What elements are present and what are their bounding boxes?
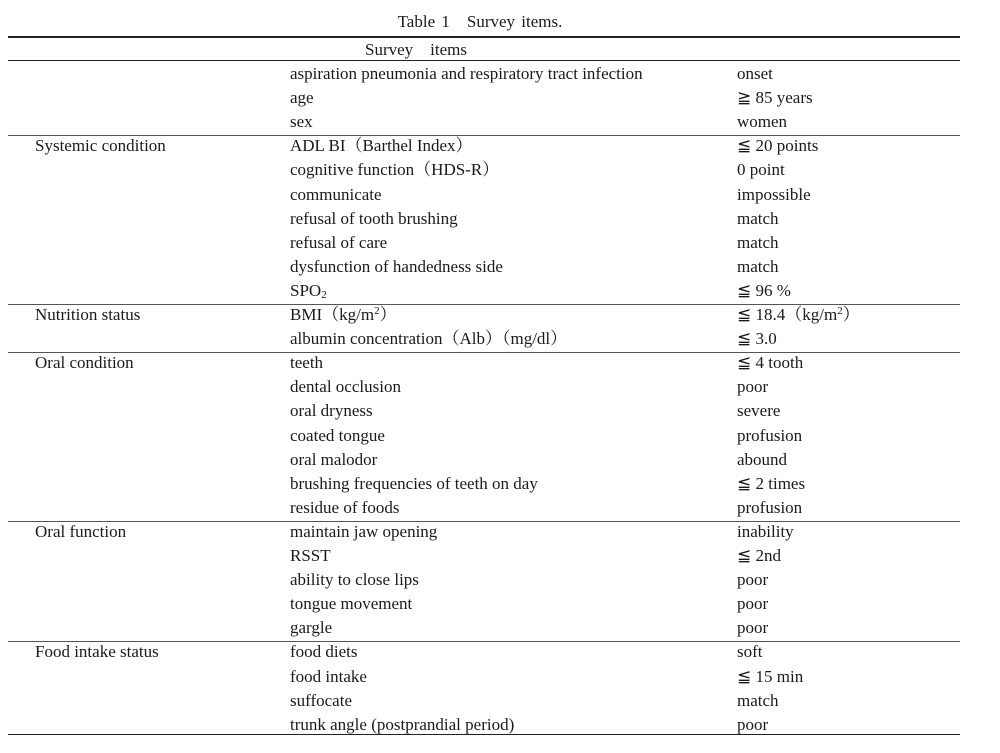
table-row <box>0 399 1000 423</box>
row-value: profusion <box>737 425 803 445</box>
table-row <box>0 665 1000 689</box>
row-item: food intake <box>290 666 367 686</box>
row-value: women <box>737 112 788 132</box>
table-row <box>0 110 1000 134</box>
row-value: profusion <box>737 497 803 517</box>
table-row <box>0 327 1000 351</box>
row-item: cognitive function（HDS-R） <box>290 160 500 180</box>
table-row <box>0 303 1000 327</box>
row-value: poor <box>737 618 769 638</box>
table-row <box>0 255 1000 279</box>
table-row <box>0 424 1000 448</box>
row-value: abound <box>737 449 788 469</box>
row-value: ≦ 4 tooth <box>737 353 804 373</box>
row-item: $SPO_2$ <box>290 280 327 301</box>
row-item: residue of foods <box>290 497 400 517</box>
row-item: communicate <box>290 184 382 204</box>
row-value: inability <box>737 521 794 541</box>
row-category: Nutrition status <box>35 305 141 324</box>
row-item: $BMI(kg/m^2)$ <box>290 305 397 324</box>
row-item: refusal of care <box>290 232 388 252</box>
table-header: Survey items <box>365 40 467 59</box>
table-bottom-rule <box>8 734 960 735</box>
row-item: oral malodor <box>290 449 378 469</box>
row-item: dysfunction of handedness side <box>290 256 503 276</box>
row-item: brushing frequencies of teeth on day <box>290 473 538 493</box>
table-row <box>0 158 1000 182</box>
table-row <box>0 183 1000 207</box>
row-item: coated tongue <box>290 425 385 445</box>
table-row <box>0 544 1000 568</box>
table-row <box>0 134 1000 158</box>
row-value: ≦ $18.4(kg/m^2)$ <box>737 305 860 324</box>
row-value: severe <box>737 401 781 421</box>
row-value: match <box>737 208 779 228</box>
row-item: refusal of tooth brushing <box>290 208 458 228</box>
row-value: ≦ 2 times <box>737 473 806 493</box>
row-value: poor <box>737 594 769 614</box>
row-value: ≦ 96 % <box>737 280 791 300</box>
row-item: dental occlusion <box>290 377 401 397</box>
row-value: ≦ 3.0 <box>737 329 777 349</box>
table-row <box>0 568 1000 592</box>
row-value: soft <box>737 642 763 662</box>
table-row <box>0 351 1000 375</box>
table-row <box>0 640 1000 664</box>
table-row <box>0 592 1000 616</box>
row-value: ≦ 15 min <box>737 666 804 686</box>
row-item: suffocate <box>290 690 352 710</box>
row-item: gargle <box>290 618 333 638</box>
row-item: sex <box>290 112 313 132</box>
row-value: match <box>737 232 779 252</box>
row-item: age <box>290 88 314 108</box>
table-row <box>0 520 1000 544</box>
row-value: poor <box>737 714 769 734</box>
table-row <box>0 375 1000 399</box>
row-item: tongue movement <box>290 594 413 614</box>
table-row <box>0 448 1000 472</box>
row-value: impossible <box>737 184 811 204</box>
row-item: maintain jaw opening <box>290 521 438 541</box>
row-item: aspiration pneumonia and respiratory tract infection <box>290 64 643 83</box>
row-category: Systemic condition <box>35 136 166 156</box>
row-value: ≧ 85 years <box>737 88 813 108</box>
table-top-rule <box>8 36 960 38</box>
table-row <box>0 472 1000 496</box>
table-row <box>0 231 1000 255</box>
table-caption: Table 1 Survey items. <box>397 12 563 31</box>
row-item: oral dryness <box>290 401 373 421</box>
row-item: teeth <box>290 353 324 373</box>
row-item: food diets <box>290 642 358 662</box>
row-value: ≦ 20 points <box>737 136 819 156</box>
row-category: Food intake status <box>35 642 159 662</box>
row-category: Oral condition <box>35 353 134 373</box>
row-value: 0 point <box>737 160 785 180</box>
row-value: onset <box>737 64 773 83</box>
row-value: ≦ 2nd <box>737 546 781 565</box>
table-row <box>0 207 1000 231</box>
header-rule <box>8 60 960 61</box>
row-value: poor <box>737 570 769 590</box>
table-row <box>0 689 1000 713</box>
table-row <box>0 86 1000 110</box>
row-value: match <box>737 690 779 710</box>
row-item: ability to close lips <box>290 570 419 590</box>
row-item: ADL BI（Barthel Index） <box>290 136 473 156</box>
table-row <box>0 496 1000 520</box>
row-value: poor <box>737 377 769 397</box>
row-value: match <box>737 256 779 276</box>
row-item: albumin concentration（Alb）（mg/dl） <box>290 329 568 349</box>
row-item: trunk angle (postprandial period) <box>290 714 515 734</box>
table-row <box>0 279 1000 303</box>
row-item: RSST <box>290 546 331 565</box>
table-row <box>0 62 1000 86</box>
table-row <box>0 616 1000 640</box>
row-category: Oral function <box>35 521 127 541</box>
